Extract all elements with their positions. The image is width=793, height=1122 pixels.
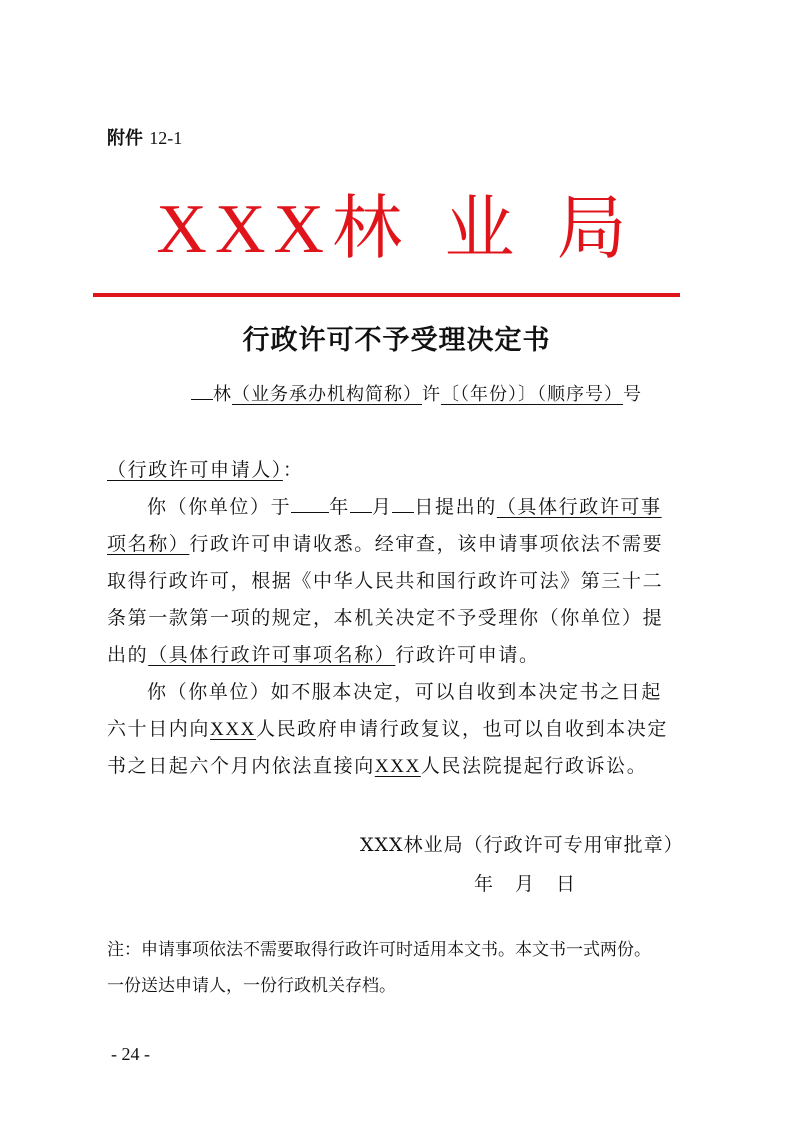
p1-text-e-a: 出的 — [107, 644, 149, 666]
applicant-name: （行政许可申请人） — [107, 459, 283, 481]
doc-number-year: 〔（年份）〕 — [441, 384, 537, 405]
org-header-prefix: XXX — [156, 191, 333, 268]
blank-month — [350, 494, 372, 513]
p2-text-b-b: 人民政府申请行政复议，也可以自收到本决定 — [255, 718, 668, 740]
p2-text-c-b: 人民法院提起行政诉讼。 — [420, 755, 648, 777]
paragraph-1-line-2 — [107, 526, 695, 563]
attachment-number: 12-1 — [149, 128, 183, 148]
signature-date-month: 月 — [515, 873, 535, 895]
paragraph-2-line-2 — [107, 711, 695, 748]
document-body — [107, 452, 695, 785]
p1-text-e-b: 行政许可申请。 — [395, 644, 540, 666]
attachment-label — [107, 124, 182, 150]
signature-date — [474, 869, 597, 896]
paragraph-2-line-3 — [107, 748, 695, 785]
signature-org: XXX林业局 — [360, 834, 464, 856]
blank-year — [291, 494, 329, 513]
p1-item-name-a: （具体行政许可事 — [496, 496, 662, 518]
doc-number-seq: （顺序号） — [537, 384, 623, 405]
p1-item-name: （具体行政许可事项名称） — [148, 644, 396, 666]
header-red-rule — [93, 293, 680, 297]
p1-text-b: 行政许可申请收悉。经审查，该申请事项依法不需要 — [189, 533, 664, 555]
p1-day: 日提出的 — [414, 496, 497, 518]
signature-seal: （行政许可专用审批章） — [463, 834, 684, 856]
page-number: - 24 - — [111, 1044, 150, 1064]
p2-text-b-a: 六十日内向 — [107, 718, 211, 740]
applicant-line — [107, 452, 695, 489]
document-number — [191, 380, 642, 410]
signature-date-day: 日 — [556, 873, 576, 895]
paragraph-1-line-5 — [107, 637, 695, 674]
signature-date-year: 年 — [474, 873, 494, 895]
doc-number-org-abbr: （业务承办机构简称） — [232, 384, 422, 405]
footnote-line-1: 注：申请事项依法不需要取得行政许可时适用本文书。本文书一式两份。 — [107, 940, 651, 960]
applicant-suffix: ： — [282, 459, 304, 481]
doc-number-prefix-blank — [191, 381, 213, 400]
p2-gov-name: XXX — [210, 719, 256, 740]
footnote-line-2: 一份送达申请人，一份行政机关存档。 — [107, 976, 396, 996]
p1-year: 年 — [329, 496, 350, 518]
p1-item-name-b: 项名称） — [107, 533, 190, 555]
footnote — [107, 932, 707, 1004]
blank-day — [392, 494, 414, 513]
p2-text-c-a: 书之日起六个月内依法直接向 — [107, 755, 375, 777]
doc-number-lin: 林 — [213, 384, 232, 405]
signature-block — [360, 830, 684, 857]
p2-court-name: XXX — [374, 756, 421, 777]
paragraph-1-line-4: 条第一款第一项的规定，本机关决定不予受理你（你单位）提 — [107, 607, 664, 629]
org-header-name: 林 业 局 — [332, 187, 637, 269]
attachment-label-text: 附件 — [107, 128, 143, 149]
org-header — [0, 178, 793, 280]
paragraph-1-line-3: 取得行政许可，根据《中华人民共和国行政许可法》第三十二 — [107, 570, 664, 592]
doc-number-xu: 许 — [422, 384, 441, 405]
doc-number-hao: 号 — [623, 384, 642, 405]
paragraph-1-line-1 — [107, 489, 695, 526]
p1-text-a: 你（你单位）于 — [147, 496, 292, 518]
paragraph-2-line-1: 你（你单位）如不服本决定，可以自收到本决定书之日起 — [147, 681, 663, 703]
document-title: 行政许可不予受理决定书 — [242, 325, 551, 356]
p1-month: 月 — [371, 496, 393, 518]
